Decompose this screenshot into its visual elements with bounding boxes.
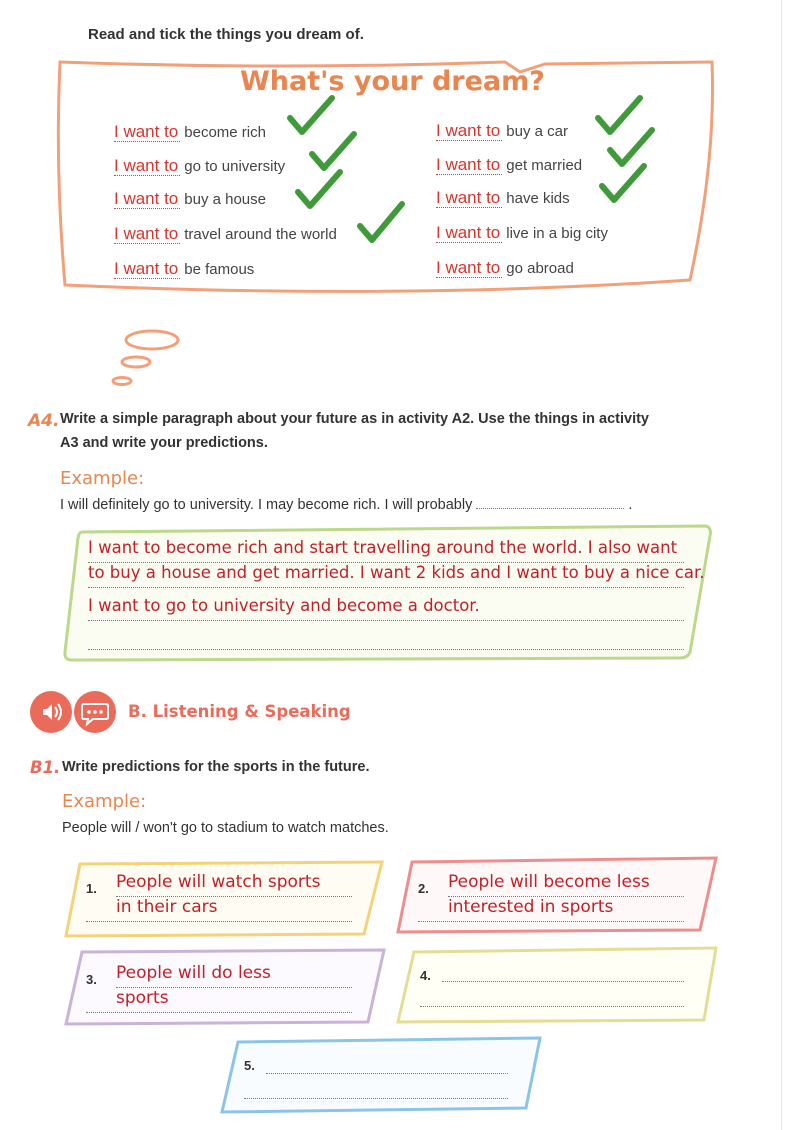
a4-instruction-line2: A3 and write your predictions. — [60, 435, 268, 451]
answer-line-1: I want to become rich and start travelling around the world. I also want — [88, 538, 684, 563]
prediction-box-2[interactable] — [418, 872, 684, 922]
dream-item-text: travel around the world — [184, 226, 337, 243]
speech-button[interactable] — [74, 691, 116, 733]
box-number: 5. — [244, 1058, 255, 1073]
a4-example: I will definitely go to university. I may become rich. I will probably . — [60, 497, 633, 513]
prediction-box-4[interactable] — [420, 963, 684, 1007]
speech-bubble-icon — [74, 691, 116, 733]
dream-item-text: have kids — [506, 190, 570, 207]
box-line-2: interested in sports — [418, 897, 684, 922]
b1-label: B1. — [30, 758, 61, 777]
want-prefix: I want to — [436, 155, 501, 174]
speaker-button[interactable] — [30, 691, 72, 733]
box-line-1: People will watch sports — [116, 872, 352, 897]
prediction-box-1[interactable] — [86, 872, 352, 922]
box-number: 1. — [86, 881, 97, 896]
want-prefix: I want to — [114, 156, 179, 175]
prediction-box-3[interactable] — [86, 963, 352, 1013]
dream-title: What's your dream? — [240, 66, 545, 97]
box-line-2 — [244, 1074, 508, 1099]
a4-example-text: I will definitely go to university. I may become rich. I will probably — [60, 497, 473, 513]
a4-example-label: Example: — [60, 468, 145, 489]
want-prefix: I want to — [114, 224, 179, 243]
dream-item-text: become rich — [184, 124, 266, 141]
top-instruction: Read and tick the things you dream of. — [88, 26, 364, 43]
box-line-2: sports — [86, 988, 352, 1013]
box-line-1 — [266, 1055, 508, 1074]
a4-instruction-line1: Write a simple paragraph about your future as in activity A2. Use the things in activity — [60, 411, 649, 427]
b1-example-label: Example: — [62, 791, 147, 812]
box-number: 2. — [418, 881, 429, 896]
want-prefix: I want to — [114, 122, 179, 141]
b1-instruction: Write predictions for the sports in the future. — [62, 759, 370, 775]
want-prefix: I want to — [436, 223, 501, 242]
box-line-2 — [420, 982, 684, 1007]
want-prefix: I want to — [436, 121, 501, 140]
want-prefix: I want to — [114, 259, 179, 278]
dream-item-text: get married — [506, 157, 583, 174]
dream-item-text: go abroad — [506, 260, 574, 277]
want-prefix: I want to — [114, 189, 179, 208]
dream-item-text: go to university — [184, 158, 286, 175]
dream-item-text: be famous — [184, 261, 255, 278]
prediction-box-5[interactable] — [244, 1055, 508, 1099]
a4-label: A4. — [28, 411, 60, 431]
dream-item-text: buy a car — [506, 123, 568, 140]
want-prefix: I want to — [436, 258, 501, 277]
a4-answer[interactable] — [88, 538, 705, 650]
section-b-title: B. Listening & Speaking — [128, 702, 351, 721]
box-line-1: People will become less — [448, 872, 684, 897]
dream-item-text: live in a big city — [506, 225, 608, 242]
answer-line-2: to buy a house and get married. I want 2 kids and I want to buy a nice car. — [88, 563, 684, 588]
want-prefix: I want to — [436, 188, 501, 207]
answer-line-3: I want to go to university and become a doctor. — [88, 596, 684, 621]
box-line-1: People will do less — [116, 963, 352, 988]
box-number: 3. — [86, 972, 97, 987]
box-line-2: in their cars — [86, 897, 352, 922]
speaker-icon — [30, 691, 72, 733]
b1-example-text: People will / won't go to stadium to watch matches. — [62, 820, 389, 836]
dream-item-text: buy a house — [184, 191, 266, 208]
box-line-1 — [442, 963, 684, 982]
answer-line-4 — [88, 625, 684, 650]
box-number: 4. — [420, 968, 431, 983]
